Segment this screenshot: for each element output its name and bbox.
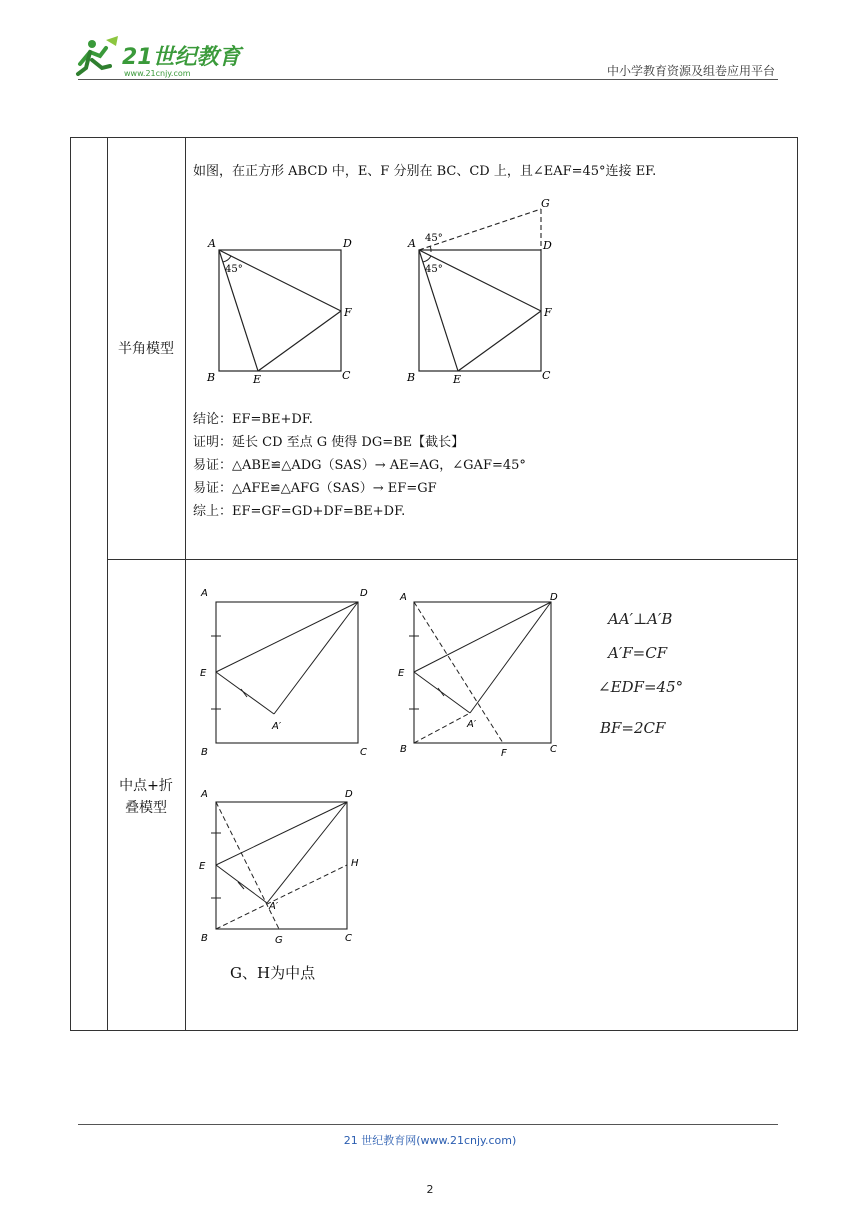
label-B: B (207, 371, 216, 384)
label-A: A (201, 588, 208, 599)
label-B: B (407, 371, 416, 384)
header-tagline: 中小学教育资源及组卷应用平台 (606, 64, 775, 78)
label-E: E (199, 861, 206, 872)
logo-url: www.21cnjy.com (124, 69, 191, 78)
label-D: D (343, 237, 352, 250)
footer-link[interactable]: 21 世纪教育网(www.21cnjy.com) (343, 1134, 517, 1147)
label-C: C (360, 747, 367, 758)
label-A-prime: A′ (272, 721, 282, 732)
label-F: F (544, 306, 552, 319)
category-midpoint-fold-1: 中点+折 (119, 778, 173, 794)
fold-figure-c (195, 785, 375, 950)
label-A: A (408, 237, 416, 250)
label-C: C (550, 744, 557, 755)
runner-icon (78, 36, 118, 74)
half-angle-figure-2 (395, 195, 575, 390)
logo (70, 34, 250, 80)
row-divider (107, 559, 797, 560)
footer-divider (78, 1124, 778, 1125)
logo-text: 21世纪教育 (122, 45, 241, 70)
label-G: G (275, 935, 283, 946)
label-E: E (200, 668, 207, 679)
label-B: B (400, 744, 407, 755)
label-D: D (543, 239, 552, 252)
header-divider (78, 79, 778, 80)
label-C: C (542, 369, 551, 382)
label-E: E (398, 668, 405, 679)
category-half-angle: 半角模型 (118, 341, 174, 357)
midpoint-caption: G、H为中点 (230, 964, 316, 982)
label-B: B (201, 933, 208, 944)
proof-line-1: 证明：延长 CD 至点 G 使得 DG=BE【截长】 (193, 435, 465, 450)
label-D: D (550, 592, 558, 603)
formula-perpendicular: AA′⊥A′B (608, 610, 673, 628)
angle-bottom-label: 45° (425, 264, 443, 275)
label-A-prime: A′ (467, 719, 477, 730)
label-C: C (342, 369, 351, 382)
fold-figure-b (395, 583, 575, 763)
formula-equal-segments: A′F=CF (608, 644, 668, 662)
angle-top-label: 45° (425, 233, 443, 244)
label-F: F (501, 748, 507, 759)
intro-text: 如图，在正方形 ABCD 中，E、F 分别在 BC、CD 上，且∠EAF=45°连接 EF. (193, 164, 657, 179)
conclusion-line: 结论：EF=BE+DF. (193, 412, 313, 427)
label-A: A (208, 237, 216, 250)
label-A: A (201, 789, 208, 800)
label-E: E (453, 373, 462, 386)
label-F: F (344, 306, 352, 319)
proof-line-3: 易证：△AFE≌△AFG（SAS）→ EF=GF (193, 481, 437, 496)
fold-figure-a (195, 583, 375, 763)
proof-line-2: 易证：△ABE≌△ADG（SAS）→ AE=AG，∠GAF=45° (193, 458, 526, 473)
label-A: A (400, 592, 407, 603)
label-E: E (253, 373, 262, 386)
label-D: D (360, 588, 368, 599)
formula-angle: ∠EDF=45° (598, 678, 684, 696)
label-D: D (345, 789, 353, 800)
half-angle-figure-1 (195, 230, 375, 390)
label-G: G (541, 197, 550, 210)
label-B: B (201, 747, 208, 758)
angle-label: 45° (225, 264, 243, 275)
label-A-prime: A′ (269, 901, 279, 912)
column-divider-1 (107, 138, 108, 1030)
category-midpoint-fold-2: 叠模型 (125, 800, 167, 816)
label-C: C (345, 933, 352, 944)
summary-line: 综上：EF=GF=GD+DF=BE+DF. (193, 504, 406, 519)
page-number: 2 (426, 1183, 434, 1196)
formula-ratio: BF=2CF (600, 719, 666, 737)
label-H: H (351, 858, 359, 869)
column-divider-2 (185, 138, 186, 1030)
